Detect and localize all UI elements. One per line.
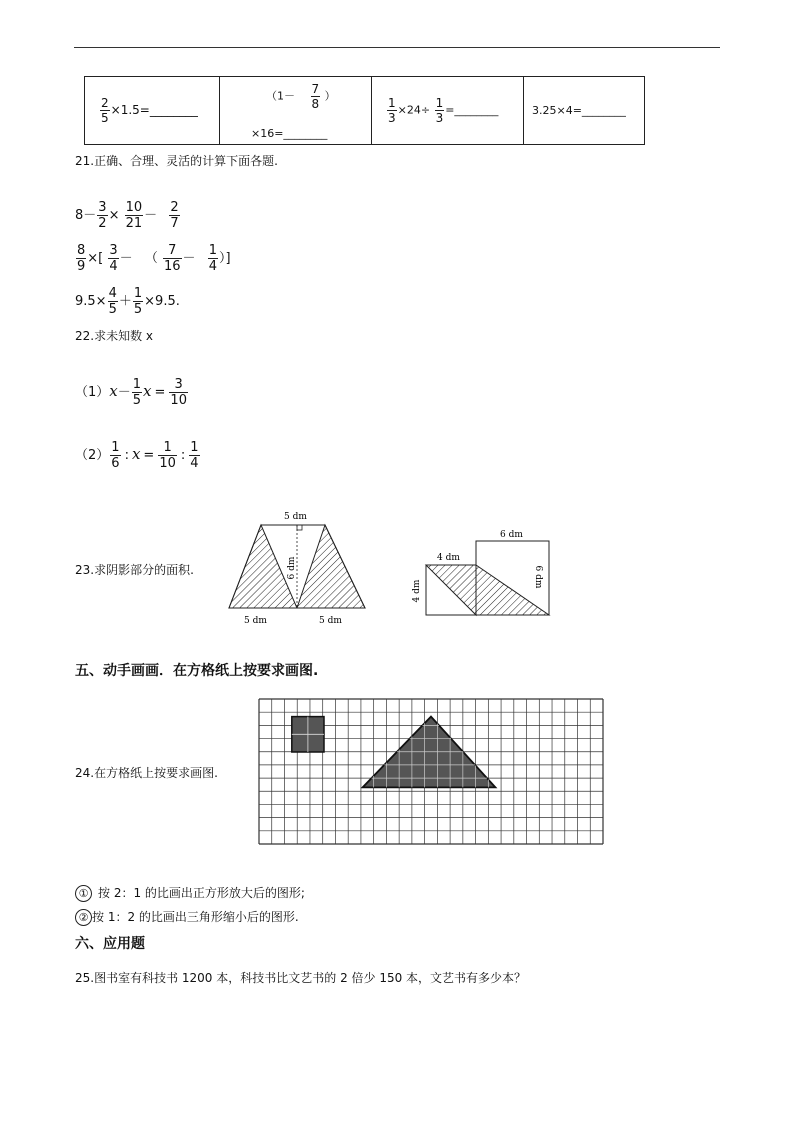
q22-title: 22.求未知数 x (75, 329, 154, 343)
label-4dm-top: 4 dm (437, 553, 460, 563)
label-4dm-left: 4 dm (412, 579, 422, 603)
label-bottom-left-5dm: 5 dm (244, 616, 267, 626)
fraction: $\frac{1}{10}$ (159, 440, 176, 471)
trapezoid-figure (229, 512, 365, 626)
calc-table (84, 76, 645, 145)
square-shape (292, 717, 324, 752)
section-6-title: 六、应用题 (75, 936, 145, 952)
fraction: $\frac{4}{5}$ (108, 286, 117, 317)
top-rule (74, 47, 720, 48)
circled-number-1: ① (75, 885, 92, 902)
cell-text: ×1.5=________ (110, 103, 198, 117)
fraction: $\frac{3}{10}$ (170, 377, 187, 408)
fraction: $\frac{2}{7}$ (170, 200, 179, 231)
fraction: $\frac{3}{4}$ (109, 243, 118, 274)
two-squares-figure (412, 530, 549, 615)
cell-text: ） (324, 89, 336, 103)
fraction: $\frac{7}{16}$ (163, 243, 181, 274)
fraction: $\frac{3}{2}$ (98, 200, 107, 231)
q24-item-1: ① 按 2：1 的比画出正方形放大后的图形; (75, 884, 305, 902)
q21-expr-1: 8－ $\frac{3}{2}$ × $\frac{10}{21}$ － $\frac{2}{7}$ (75, 200, 179, 231)
label-height-6dm: 6 dm (287, 556, 297, 580)
q22-part-2: （2） $\frac{1}{6}$ : x = $\frac{1}{10}$ : $\frac{1}{4}$ (75, 440, 199, 471)
q25-text: 25.图书室有科技书 1200 本，科技书比文艺书的 2 倍少 150 本，文艺书有多少本？ (75, 971, 527, 985)
q21-expr-3: 9.5× $\frac{4}{5}$ ＋ $\frac{1}{5}$ ×9.5. (75, 286, 180, 317)
q23-title: 23.求阴影部分的面积. (75, 563, 194, 577)
fraction: $\frac{1}{5}$ (133, 286, 143, 317)
fraction: $\frac{7}{8}$ (311, 82, 320, 111)
label-top-5dm: 5 dm (284, 512, 307, 522)
fraction: $\frac{1}{3}$ (388, 96, 396, 125)
q21-title: 21.正确、合理、灵活的计算下面各题. (75, 154, 278, 168)
section-5-title: 五、动手画画．在方格纸上按要求画图. (75, 663, 319, 679)
q21-expr-2: $\frac{8}{9}$ ×[ $\frac{3}{4}$ － （ $\frac{7}{16}$ － $\frac{1}{4}$ ）] (77, 243, 231, 274)
fraction: $\frac{2}{5}$ (101, 96, 109, 125)
q22-part-1: （1）x－ $\frac{1}{5}$ x = $\frac{3}{10}$ (75, 377, 187, 408)
cell-text: =________ (445, 103, 499, 117)
fraction: $\frac{10}{21}$ (125, 200, 143, 231)
fraction: $\frac{8}{9}$ (77, 243, 86, 274)
circled-number-2: ② (75, 909, 92, 926)
fraction: $\frac{1}{5}$ (132, 377, 142, 408)
fraction: $\frac{1}{3}$ (435, 96, 444, 125)
table-cell-2 (220, 77, 372, 145)
table-cell-3 (372, 77, 524, 145)
label-6dm-right: 6 dm (533, 565, 543, 589)
table-cell-4 (524, 77, 645, 145)
label-6dm-top: 6 dm (500, 530, 523, 540)
table-row (85, 77, 645, 145)
fraction: $\frac{1}{4}$ (208, 243, 217, 274)
shaded-area-figures (222, 505, 572, 631)
cell-text: ×24÷ (397, 103, 431, 117)
fraction: $\frac{1}{4}$ (190, 440, 199, 471)
cell-text: ×16=________ (251, 127, 328, 140)
q24-item-2: ② 按 1：2 的比画出三角形缩小后的图形. (75, 908, 299, 926)
fraction: $\frac{1}{6}$ (111, 440, 120, 471)
cell-text: 3.25×4=________ (532, 104, 626, 117)
grid-paper (257, 697, 605, 846)
table-cell-1 (85, 77, 220, 145)
label-bottom-right-5dm: 5 dm (319, 616, 342, 626)
q24-title: 24.在方格纸上按要求画图. (75, 766, 218, 780)
cell-text: （1－ (266, 89, 295, 103)
